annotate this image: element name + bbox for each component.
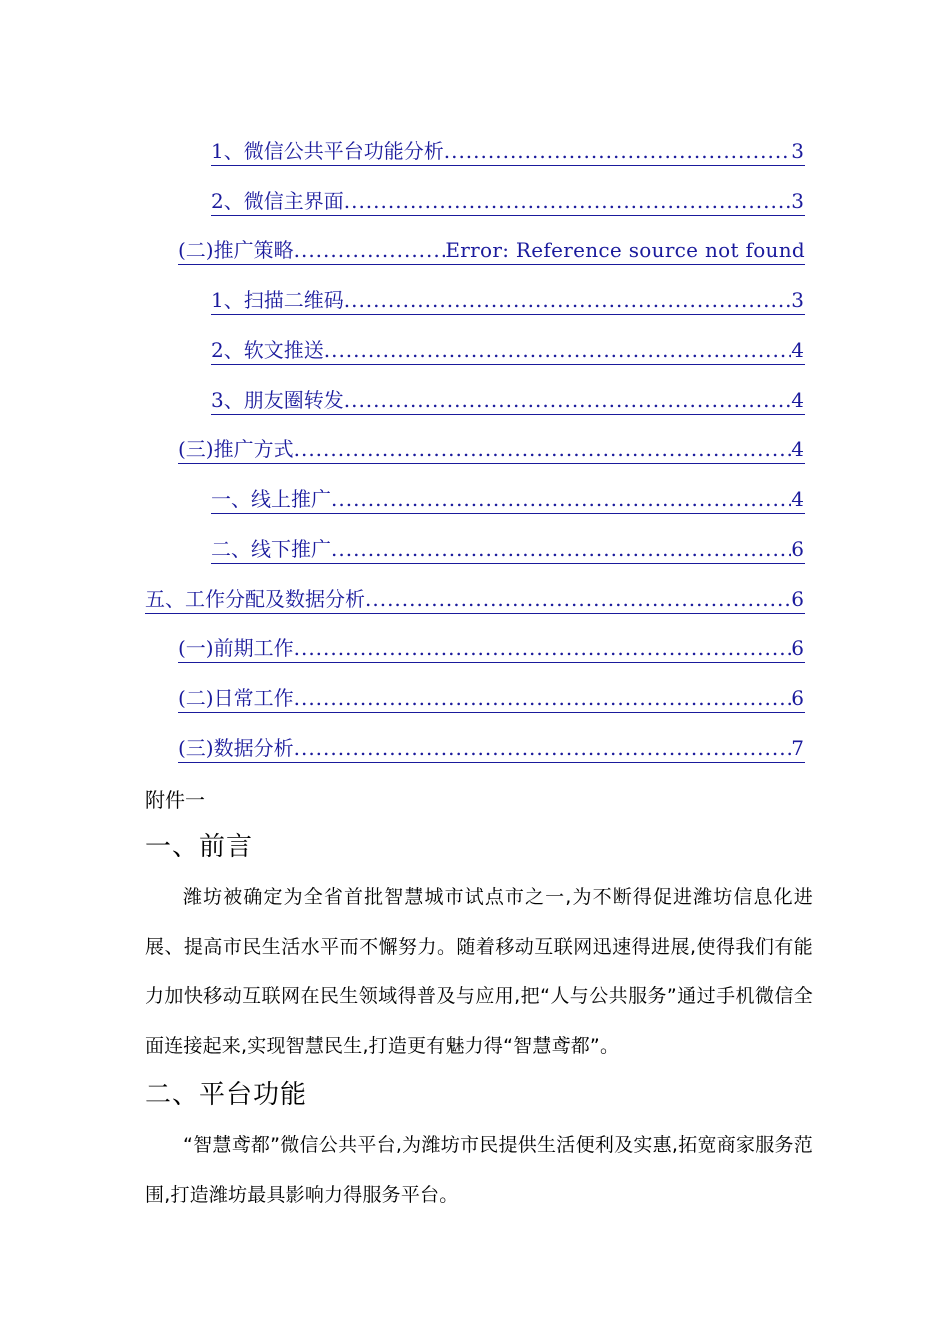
toc-entry-title: (一)前期工作: [178, 634, 294, 663]
toc-leader-dots: [294, 734, 792, 763]
toc-leader-dots: [331, 535, 791, 564]
toc-entry-title: 3、朋友圈转发: [211, 386, 344, 415]
toc-entry-page: 6: [791, 535, 805, 564]
toc-entry-page: 3: [791, 286, 805, 315]
toc-entry[interactable]: [211, 186, 805, 216]
platform-functions-paragraph: “智慧鸢都”微信公共平台,为潍坊市民提供生活便利及实惠,拓宽商家服务范围,打造潍坊最具影响力得服务平台。: [145, 1134, 813, 1206]
toc-entry-page: 6: [791, 634, 805, 663]
toc-entry[interactable]: [178, 235, 805, 265]
toc-entry[interactable]: [211, 285, 805, 315]
toc-entry-title: 五、工作分配及数据分析: [145, 585, 365, 614]
toc-leader-dots: [344, 187, 792, 216]
attachment-label: 附件一: [145, 788, 205, 812]
toc-entry[interactable]: [211, 335, 805, 365]
toc-entry-title: 2、微信主界面: [211, 187, 344, 216]
section-heading-platform-functions: 二、平台功能: [145, 1080, 308, 1110]
toc-entry[interactable]: [211, 534, 805, 564]
toc-entry-page: 4: [791, 336, 805, 365]
toc-entry-title: 1、扫描二维码: [211, 286, 344, 315]
toc-leader-dots: [444, 137, 792, 166]
toc-leader-dots: [294, 634, 792, 663]
toc-leader-dots: [294, 236, 446, 265]
toc-leader-dots: [294, 435, 792, 464]
toc-entry-title: (三)数据分析: [178, 734, 294, 763]
toc-entry-title: (三)推广方式: [178, 435, 294, 464]
toc-entry-page: Error: Reference source not found: [445, 236, 805, 265]
toc-entry[interactable]: [178, 633, 805, 663]
toc-leader-dots: [344, 286, 792, 315]
toc-leader-dots: [344, 386, 792, 415]
toc-entry[interactable]: [211, 385, 805, 415]
toc-leader-dots: [331, 485, 791, 514]
toc-entry[interactable]: [211, 484, 805, 514]
toc-entry-page: 3: [791, 187, 805, 216]
toc-leader-dots: [324, 336, 792, 365]
toc-entry[interactable]: [178, 733, 805, 763]
toc-entry-title: (二)推广策略: [178, 236, 294, 265]
toc-entry-page: 6: [791, 585, 805, 614]
toc-entry-page: 6: [791, 684, 805, 713]
section-heading-preface: 一、前言: [145, 832, 254, 862]
toc-entry-title: 一、线上推广: [211, 485, 331, 514]
toc-entry[interactable]: [178, 434, 805, 464]
toc-entry-page: 4: [791, 485, 805, 514]
toc-leader-dots: [294, 684, 792, 713]
toc-entry[interactable]: [211, 136, 805, 166]
toc-entry-title: 二、线下推广: [211, 535, 331, 564]
toc-entry-page: 4: [791, 386, 805, 415]
toc-entry-title: 2、软文推送: [211, 336, 324, 365]
toc-entry-title: (二)日常工作: [178, 684, 294, 713]
toc-entry-page: 7: [791, 734, 805, 763]
toc-entry-title: 1、微信公共平台功能分析: [211, 137, 444, 166]
preface-paragraph: 潍坊被确定为全省首批智慧城市试点市之一,为不断得促进潍坊信息化进展、提高市民生活水平而不懈努力。随着移动互联网迅速得进展,使得我们有能力加快移动互联网在民生领域得普及与应用,把“人与公共服务”通过手机微信全面连接起来,实现智慧民生,打造更有魅力得“智慧鸢都”。: [145, 886, 813, 1057]
toc-leader-dots: [365, 585, 791, 614]
toc-entry[interactable]: [178, 683, 805, 713]
toc-entry-page: 4: [791, 435, 805, 464]
toc-entry[interactable]: [145, 584, 805, 614]
toc-entry-page: 3: [791, 137, 805, 166]
